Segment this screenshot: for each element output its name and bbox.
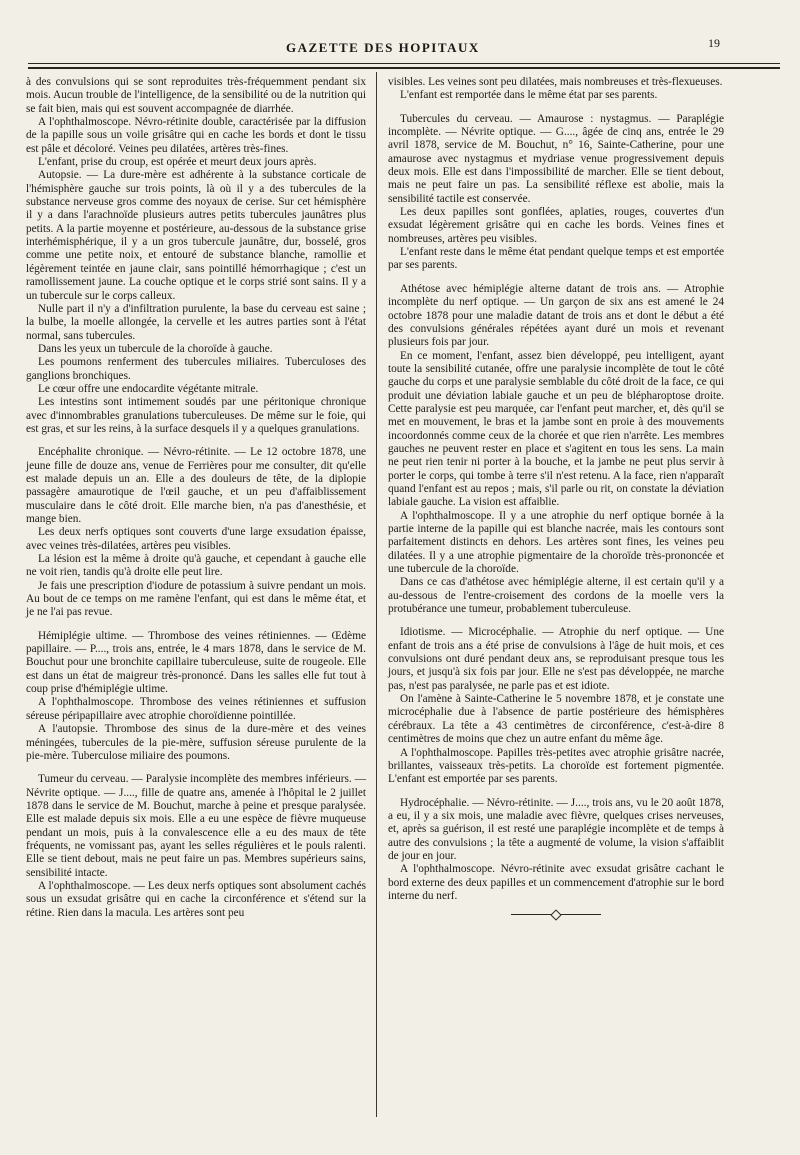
case-heading-paragraph: Athétose avec hémiplégie alterne datant de trois ans. — Atrophie incomplète du nerf optique. — Un garçon de six ans est amené le 24 octobre 1878 pour une maladie datant de trois ans et dont le début a été des convulsions générales répétées ayant duré un mois et revenant plusieurs fois par jour.	[388, 282, 724, 349]
end-ornament	[511, 911, 601, 917]
paragraph: à des convulsions qui se sont reproduites très-fréquemment pendant six mois. Aucun trouble de l'intelligence, de la sensibilité ou de la nutrition qui se fait bien, mais qui est souvent accompagnée de diarrhée.	[26, 76, 366, 115]
paragraph: La lésion est la même à droite qu'à gauche, et cependant à gauche elle ne voit rien, tandis qu'à droite elle peut lire.	[26, 553, 366, 579]
paragraph: Les deux papilles sont gonflées, aplaties, rouges, couvertes d'un exsudat légèrement grisâtre qui en cache les bords. Veines fines et nombreuses, artères peu visibles.	[388, 206, 724, 245]
header-rule	[28, 63, 780, 64]
paragraph: A l'ophthalmoscope. Névro-rétinite double, caractérisée par la diffusion de la papille sous un voile grisâtre qui en cache les bords et dont le tissu est pâle et décoloré. Veines peu dilatées, artères très-fines.	[26, 116, 366, 155]
case-heading-paragraph: Tumeur du cerveau. — Paralysie incomplète des membres inférieurs. — Névrite optique. — J...., fille de quatre ans, amenée à l'hôpital le 2 juillet 1878 dans le service de M. Bouchut, marche à peine et presque paralysée. Elle est malade depuis six mois. Elle a eu une espèce de fièvre muqueuse pendant un mois, puis à la convalescence elle a eu des maux de tête fréquents, ne vomissant pas, ayant les selles régulières et le pouls ralenti. Elle se tient debout, mais ne peut faire un pas. Membres supérieurs sains, sensibilité intacte.	[26, 773, 366, 879]
paragraph: A l'ophthalmoscope. Thrombose des veines rétiniennes et suffusion séreuse péripapillaire avec atrophie choroïdienne pointillée.	[26, 696, 366, 722]
left-column	[26, 76, 366, 920]
paragraph: En ce moment, l'enfant, assez bien développé, peu intelligent, ayant toute la sensibilité cutanée, offre une paralysie incomplète de tout le côté gauche du corps et une paralysie semblable du côté droit de la face, ce qui produit une déviation labiale gauche et un peu de blépharoptose droite. Cette paralysie est peu marquée, car l'enfant peut marcher, et, dès qu'il se met en mouvement, le bras et la jambe sont en proie à des mouvements incoordonnés comme ceux de la chorée et que rien n'arrête. Les membres gauches ne peuvent rester en place et s'agitent en tous les sens. La main ne peut rien tenir ni porter à la bouche, et la jambe ne peut plus servir à porter le corps, qui tombe à terre s'il n'est retenu. A la face, rien n'apparaît quand l'enfant est au repos ; mais, s'il parle ou rit, on constate la déviation labiale gauche. La vision est affaiblie.	[388, 349, 724, 509]
paragraph: Le cœur offre une endocardite végétante mitrale.	[38, 382, 259, 395]
running-title: GAZETTE DES HOPITAUX	[286, 40, 480, 55]
paragraph: A l'ophthalmoscope. — Les deux nerfs optiques sont absolument cachés sous un exsudat grisâtre qui en cache la circonférence et s'étend sur la rétine. Rien dans la macula. Les artères sont peu	[26, 879, 366, 919]
paragraph: Les poumons renferment des tubercules miliaires. Tuberculoses des ganglions bronchiques.	[26, 356, 366, 382]
case-heading-paragraph: Idiotisme. — Microcéphalie. — Atrophie du nerf optique. — Une enfant de trois ans a été prise de convulsions à l'âge de huit mois, et ces convulsions ont duré pendant deux ans, se reproduisant presque tous les jours, et jusqu'à six fois par jour. Elle ne s'est pas développée, ne marche pas, n'est pas paralysée, ne parle pas et est idiote.	[388, 626, 724, 692]
case-heading-paragraph: Tubercules du cerveau. — Amaurose : nystagmus. — Paraplégie incomplète. — Névrite optique. — G...., âgée de cinq ans, entrée le 29 avril 1878, service de M. Bouchut, n° 16, Sainte-Catherine, pour une amaurose avec nystagmus et mydriase venue progressivement depuis deux mois. Elle est dans l'impossibilité de marcher. Elle se tient debout, mais ne peut faire un pas. La sensibilité réflexe est abolie, mais la sensibilité tactile est conservée.	[388, 112, 724, 205]
column-divider	[376, 72, 377, 1117]
paragraph: Autopsie. — La dure-mère est adhérente à la substance corticale de l'hémisphère gauche sur trois points, là où il y a des tubercules de la substance nerveuse gros comme des noyaux de cerise. Sur cet hémisphère il y a dans l'arachnoïde plusieurs autres petits tubercules jaunâtres plus petits. A la partie moyenne et postérieure, au-dessous de la substance grise interhémisphérique, il y a un gros tubercule jaunâtre, dur, bosselé, gros comme une petite noix, et entouré de substance blanche, ramollie et légèrement teintée en jaune clair, sans pointillé hémorrhagique ; c'est un ramollissement jaune. La couche optique et le corps strié sont sains. Il y a un tubercule sur le corps calleux.	[26, 169, 366, 302]
paragraph: Je fais une prescription d'iodure de potassium à suivre pendant un mois. Au bout de ce temps on me ramène l'enfant, qui est dans le même état, et je ne l'ai pas revue.	[26, 579, 366, 619]
paragraph: On l'amène à Sainte-Catherine le 5 novembre 1878, et je constate une microcéphalie due à l'absence de partie postérieure des hémisphères cérébraux. La tête a 43 centimètres de circonférence, c'est-à-dire 8 centimètres de moins que chez un autre enfant du même âge.	[388, 693, 724, 746]
paragraph: A l'ophthalmoscope. Papilles très-petites avec atrophie grisâtre nacrée, brillantes, vaisseaux très-petits. La choroïde est fortement pigmentée. L'enfant est emportée par ses parents.	[388, 746, 724, 786]
paragraph: Nulle part il n'y a d'infiltration purulente, la base du cerveau est saine ; la bulbe, la moelle allongée, la cervelle et les autres parties sont à l'état normal, sans tubercules.	[26, 302, 366, 342]
paragraph: visibles. Les veines sont peu dilatées, mais nombreuses et très-flexueuses.	[388, 76, 723, 88]
case-heading-paragraph: Hémiplégie ultime. — Thrombose des veines rétiniennes. — Œdème papillaire. — P...., trois ans, entrée, le 4 mars 1878, dans le service de M. Bouchut pour une bronchite capillaire tuberculeuse, suite de rougeole. Elle est dans un état de maigreur très-prononcé. Dans les salles elle fut tout à coup prise d'hémiplégie ultime.	[26, 629, 366, 696]
running-head	[0, 36, 800, 60]
case-heading-paragraph: Hydrocéphalie. — Névro-rétinite. — J...., trois ans, vu le 20 août 1878, a eu, il y a six mois, une maladie avec fièvre, quelques crises nerveuses, et, après sa guérison, il est resté une paraplégie incomplète et de temps à autre des convulsions ; la tête a augmenté de volume, la vision s'affaiblit de jour en jour.	[388, 796, 724, 862]
paragraph: Les deux nerfs optiques sont couverts d'une large exsudation épaisse, avec veines très-dilatées, artères peu visibles.	[26, 526, 366, 552]
paragraph: A l'ophthalmoscope. Névro-rétinite avec exsudat grisâtre cachant le bord externe des deux papilles et un commencement d'atrophie sur le bord interne du nerf.	[388, 863, 724, 902]
paragraph: L'enfant est remportée dans le même état par ses parents.	[400, 89, 658, 102]
paragraph: A l'ophthalmoscope. Il y a une atrophie du nerf optique bornée à la partie interne de la papille qui est blanche nacrée, mais les contours sont parfaitement distincts en dehors. Les artères sont fines, les veines peu dilatées. Il y a une atrophie pigmentaire de la choroïde très-prononcée et une tubercule de la choroïde.	[388, 509, 724, 576]
header-rule-double	[28, 67, 780, 69]
paragraph: L'enfant reste dans le même état pendant quelque temps et est emportée par ses parents.	[388, 246, 724, 272]
paragraph: Dans ce cas d'athétose avec hémiplégie alterne, il est certain qu'il y a au-dessous de l'entre-croisement des cordons de la moelle vers la protubérance une tumeur, probablement tuberculeuse.	[388, 576, 724, 616]
right-column	[388, 76, 724, 917]
page-number: 19	[708, 36, 720, 50]
paragraph: L'enfant, prise du croup, est opérée et meurt deux jours après.	[38, 156, 317, 169]
paragraph: Les intestins sont intimement soudés par une péritonique chronique avec d'innombrables granulations tuberculeuses. De même sur le foie, qui est gras, et sur les reins, à la surface desquels il y a quelques granulations.	[26, 396, 366, 435]
case-heading-paragraph: Encéphalite chronique. — Névro-rétinite. — Le 12 octobre 1878, une jeune fille de douze ans, venue de Ferrières pour me consulter, dit qu'elle est malade depuis un an. Elle a des douleurs de tête, de la diplopie passagère amaurotique de l'œil gauche, et un peu d'affaiblissement musculaire dans le côté droit. Elle marche bien, n'a pas d'anesthésie, et mange bien.	[26, 446, 366, 525]
paragraph: Dans les yeux un tubercule de la choroïde à gauche.	[38, 342, 273, 355]
paragraph: A l'autopsie. Thrombose des sinus de la dure-mère et des veines méningées, tubercules de la pie-mère, suffusion séreuse purulente de la pie-mère. Tuberculose miliaire des poumons.	[26, 723, 366, 762]
